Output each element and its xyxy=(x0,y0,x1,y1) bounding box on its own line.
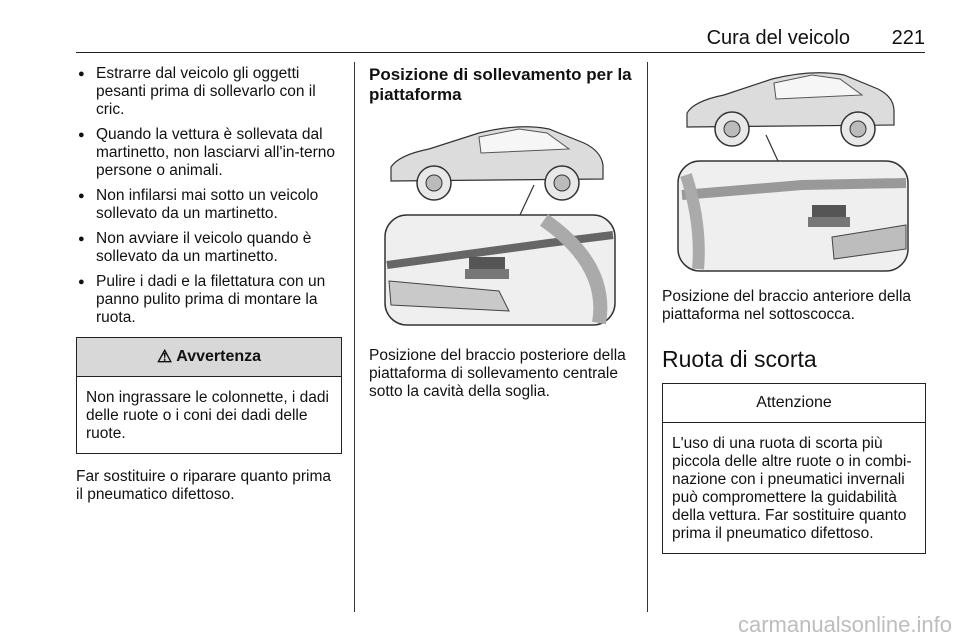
column-middle xyxy=(369,65,633,401)
safety-bullet-list xyxy=(76,65,342,327)
column-right xyxy=(662,65,926,554)
list-item: ● Non infilarsi mai sotto un veicolo sollevato da un martinetto. xyxy=(76,187,342,223)
warning-title: Avvertenza xyxy=(176,348,262,365)
section-title: Cura del veicolo xyxy=(706,27,850,49)
attention-header xyxy=(663,384,925,423)
lift-position-heading: Posizione di sollevamento per la piattaforma xyxy=(369,65,632,104)
car-rear-lift-illustration xyxy=(369,115,633,330)
list-item: ● Estrarre dal veicolo gli oggetti pesanti prima di sollevarlo con il cric. xyxy=(76,65,342,119)
rear-lift-point-figure xyxy=(369,115,633,335)
warning-box xyxy=(76,337,342,454)
page-number: 221 xyxy=(891,27,925,49)
rear-lift-caption: Posizione del braccio posteriore della piattaforma di sollevamento centrale sotto la cavità della soglia. xyxy=(369,347,626,400)
attention-body: L'uso di una ruota di scorta più piccola delle altre ruote o in combi-nazione con i pneumatici invernali può compromettere la guidabilità della vettura. Far sostituire quanto prima il pneumatico difettoso. xyxy=(672,435,912,542)
warning-triangle-icon: ⚠ xyxy=(156,347,173,366)
column-left xyxy=(76,65,342,504)
column-divider xyxy=(354,62,355,612)
warning-header xyxy=(77,338,341,377)
front-lift-caption: Posizione del braccio anteriore della piattaforma nel sottoscocca. xyxy=(662,288,912,323)
warning-body: Non ingrassare le colonnette, i dadi delle ruote o i coni dei dadi delle ruote. xyxy=(86,389,329,442)
list-item: ● Quando la vettura è sollevata dal martinetto, non lasciarvi all'in-terno persone o animali. xyxy=(76,126,342,180)
column-divider xyxy=(647,62,648,612)
list-item: ● Non avviare il veicolo quando è sollevato da un martinetto. xyxy=(76,230,342,266)
list-item: ● Pulire i dadi e la filettatura con un panno pulito prima di montare la ruota. xyxy=(76,273,342,327)
watermark: carmanualsonline.info xyxy=(737,612,952,637)
car-front-lift-illustration xyxy=(662,65,926,275)
attention-title: Attenzione xyxy=(756,394,832,411)
attention-box xyxy=(662,383,926,554)
note-paragraph: Far sostituire o riparare quanto prima il pneumatico difettoso. xyxy=(76,468,332,503)
spare-wheel-heading: Ruota di scorta xyxy=(662,346,817,372)
front-lift-point-figure xyxy=(662,65,926,280)
page-header xyxy=(76,26,925,53)
